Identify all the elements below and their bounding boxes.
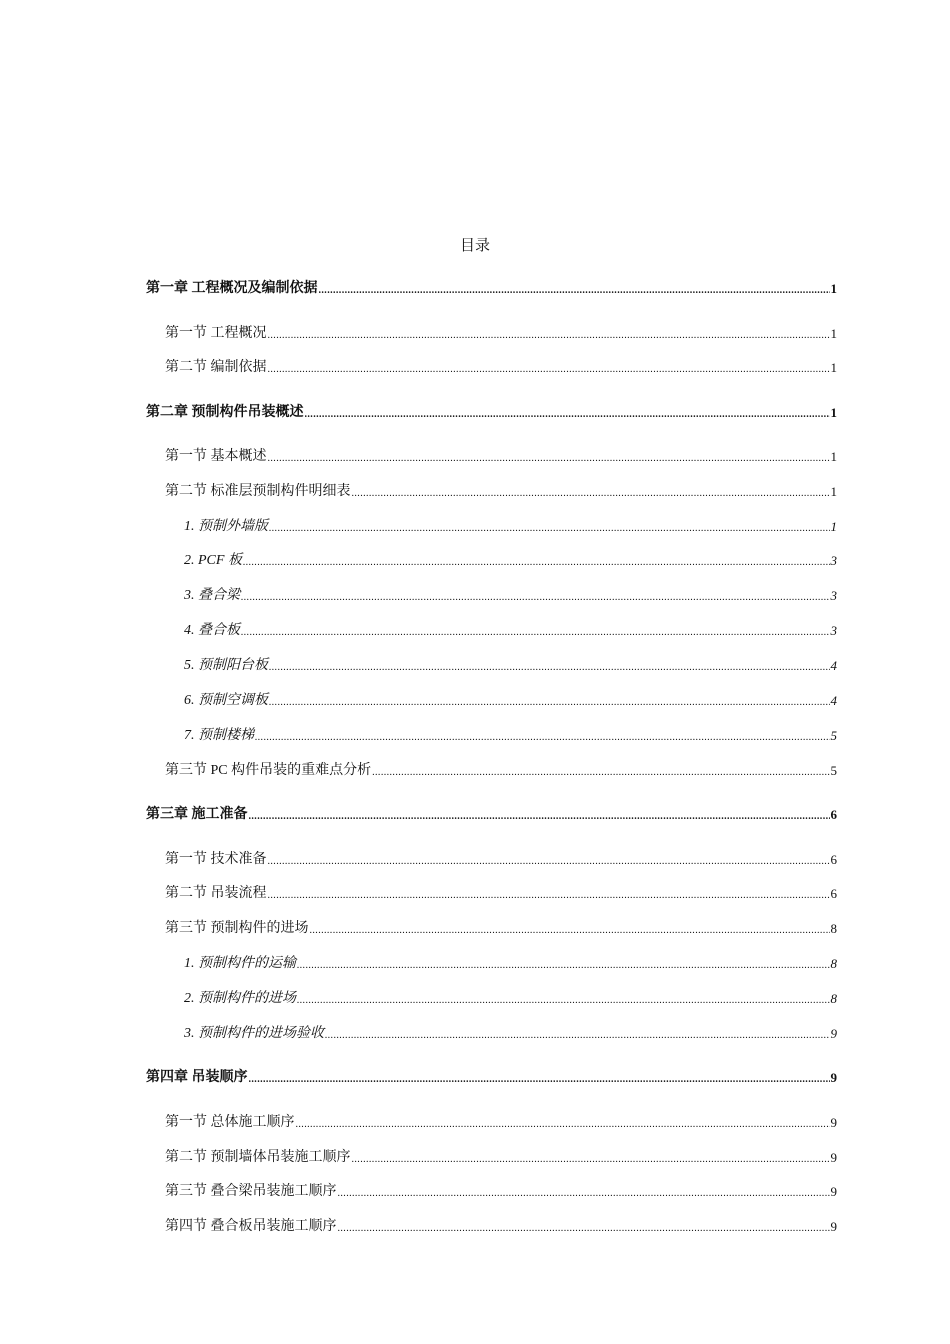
toc-entry-label: 第二节 吊装流程: [165, 886, 267, 901]
toc-entry[interactable]: [165, 359, 837, 377]
toc-entry-page: 1: [830, 281, 837, 296]
toc-entry[interactable]: [165, 762, 837, 780]
toc-entry-page: 1: [830, 405, 837, 420]
toc-entry-page: 1: [830, 360, 837, 375]
toc-entry[interactable]: [184, 657, 837, 675]
toc-entry-label: 5. 预制阳台板: [184, 658, 268, 673]
dot-leader: [241, 591, 830, 605]
toc-entry-page: 9: [830, 1184, 837, 1199]
toc-entry[interactable]: [165, 1149, 837, 1167]
dot-leader: [243, 556, 830, 570]
toc-entry-page: 3: [830, 623, 837, 638]
toc-entry[interactable]: [165, 1218, 837, 1236]
toc-entry-page: 3: [830, 553, 837, 568]
toc-entry-label: 第一节 基本概述: [165, 449, 267, 464]
toc-entry-page: 4: [830, 658, 837, 673]
toc-entry[interactable]: [184, 552, 837, 570]
dot-leader: [297, 994, 830, 1008]
toc-entry-label: 第一节 工程概况: [165, 326, 267, 341]
dot-leader: [297, 959, 830, 973]
dot-leader: [296, 1118, 830, 1132]
toc-entry-page: 6: [830, 886, 837, 901]
dot-leader: [352, 1153, 830, 1167]
dot-leader: [269, 696, 830, 710]
toc-entry[interactable]: [184, 622, 837, 640]
toc-entry-label: 第二节 预制墙体吊装施工顺序: [165, 1150, 351, 1165]
toc-entry-label: 1. 预制外墙版: [184, 519, 268, 534]
toc-entry-page: 9: [830, 1115, 837, 1130]
dot-leader: [268, 452, 830, 466]
dot-leader: [255, 731, 830, 745]
dot-leader: [319, 284, 830, 298]
toc-entry-page: 9: [830, 1070, 837, 1085]
dot-leader: [268, 855, 830, 869]
toc-entry-page: 8: [830, 956, 837, 971]
dot-leader: [338, 1222, 830, 1236]
toc-entry-label: 第一节 总体施工顺序: [165, 1115, 295, 1130]
toc-entry-label: 第二节 编制依据: [165, 360, 267, 375]
toc-entry[interactable]: [165, 1183, 837, 1201]
toc-entry-page: 6: [830, 807, 837, 822]
toc-entry-label: 第三章 施工准备: [146, 807, 248, 822]
toc-entry-label: 2. 预制构件的进场: [184, 991, 296, 1006]
toc-entry-page: 1: [830, 519, 837, 534]
toc-entry[interactable]: [184, 990, 837, 1008]
dot-leader: [268, 889, 830, 903]
toc-entry-label: 3. 叠合梁: [184, 588, 240, 603]
toc-entry-label: 第三节 PC 构件吊装的重难点分析: [165, 763, 372, 778]
toc-entry-page: 4: [830, 693, 837, 708]
toc-entry-label: 第四节 叠合板吊装施工顺序: [165, 1219, 337, 1234]
dot-leader: [310, 924, 830, 938]
dot-leader: [325, 1029, 830, 1043]
toc-title: 目录: [459, 238, 490, 254]
dot-leader: [269, 661, 830, 675]
dot-leader: [305, 408, 830, 422]
dot-leader: [352, 487, 830, 501]
dot-leader: [249, 1073, 830, 1087]
toc-entry-label: 2. PCF 板: [184, 553, 242, 568]
toc-entry-page: 5: [830, 763, 837, 778]
toc-entry-page: 1: [830, 326, 837, 341]
toc-entry[interactable]: [146, 280, 837, 298]
toc-entry-page: 3: [830, 588, 837, 603]
toc-entry-label: 第二章 预制构件吊装概述: [146, 405, 304, 420]
toc-entry[interactable]: [165, 448, 837, 466]
dot-leader: [249, 810, 830, 824]
toc-entry-label: 1. 预制构件的运输: [184, 956, 296, 971]
toc-entry-page: 8: [830, 921, 837, 936]
toc-entry-page: 1: [830, 449, 837, 464]
toc-entry-label: 第二节 标准层预制构件明细表: [165, 484, 351, 499]
toc-entry-label: 第三节 叠合梁吊装施工顺序: [165, 1184, 337, 1199]
toc-entry-label: 第四章 吊装顺序: [146, 1070, 248, 1085]
toc-entry[interactable]: [165, 851, 837, 869]
toc-entry[interactable]: [184, 587, 837, 605]
toc-entry-page: 6: [830, 852, 837, 867]
toc-entry[interactable]: [165, 483, 837, 501]
toc-entry-page: 5: [830, 728, 837, 743]
toc-entry[interactable]: [184, 518, 837, 536]
dot-leader: [241, 626, 830, 640]
toc-entry[interactable]: [184, 955, 837, 973]
toc-entry[interactable]: [165, 885, 837, 903]
toc-entry-label: 第一节 技术准备: [165, 852, 267, 867]
toc-entry-label: 7. 预制楼梯: [184, 728, 254, 743]
toc-entry[interactable]: [184, 727, 837, 745]
toc-entry[interactable]: [184, 1025, 837, 1043]
dot-leader: [269, 522, 830, 536]
toc-entry[interactable]: [165, 920, 837, 938]
toc-entry-page: 9: [830, 1026, 837, 1041]
dot-leader: [268, 329, 830, 343]
toc-entry-label: 4. 叠合板: [184, 623, 240, 638]
toc-entry-page: 1: [830, 484, 837, 499]
toc-entry-label: 第三节 预制构件的进场: [165, 921, 309, 936]
toc-entry[interactable]: [146, 404, 837, 422]
toc-entry-page: 8: [830, 991, 837, 1006]
toc-entry-label: 3. 预制构件的进场验收: [184, 1026, 324, 1041]
toc-entry[interactable]: [146, 1069, 837, 1087]
toc-entry-page: 9: [830, 1219, 837, 1234]
dot-leader: [338, 1187, 830, 1201]
toc-entry[interactable]: [184, 692, 837, 710]
toc-entry-label: 第一章 工程概况及编制依据: [146, 281, 318, 296]
toc-entry[interactable]: [165, 1114, 837, 1132]
dot-leader: [372, 766, 829, 780]
toc-entry[interactable]: [165, 325, 837, 343]
toc-entry[interactable]: [146, 806, 837, 824]
toc-entry-label: 6. 预制空调板: [184, 693, 268, 708]
dot-leader: [268, 363, 830, 377]
toc-entry-page: 9: [830, 1150, 837, 1165]
